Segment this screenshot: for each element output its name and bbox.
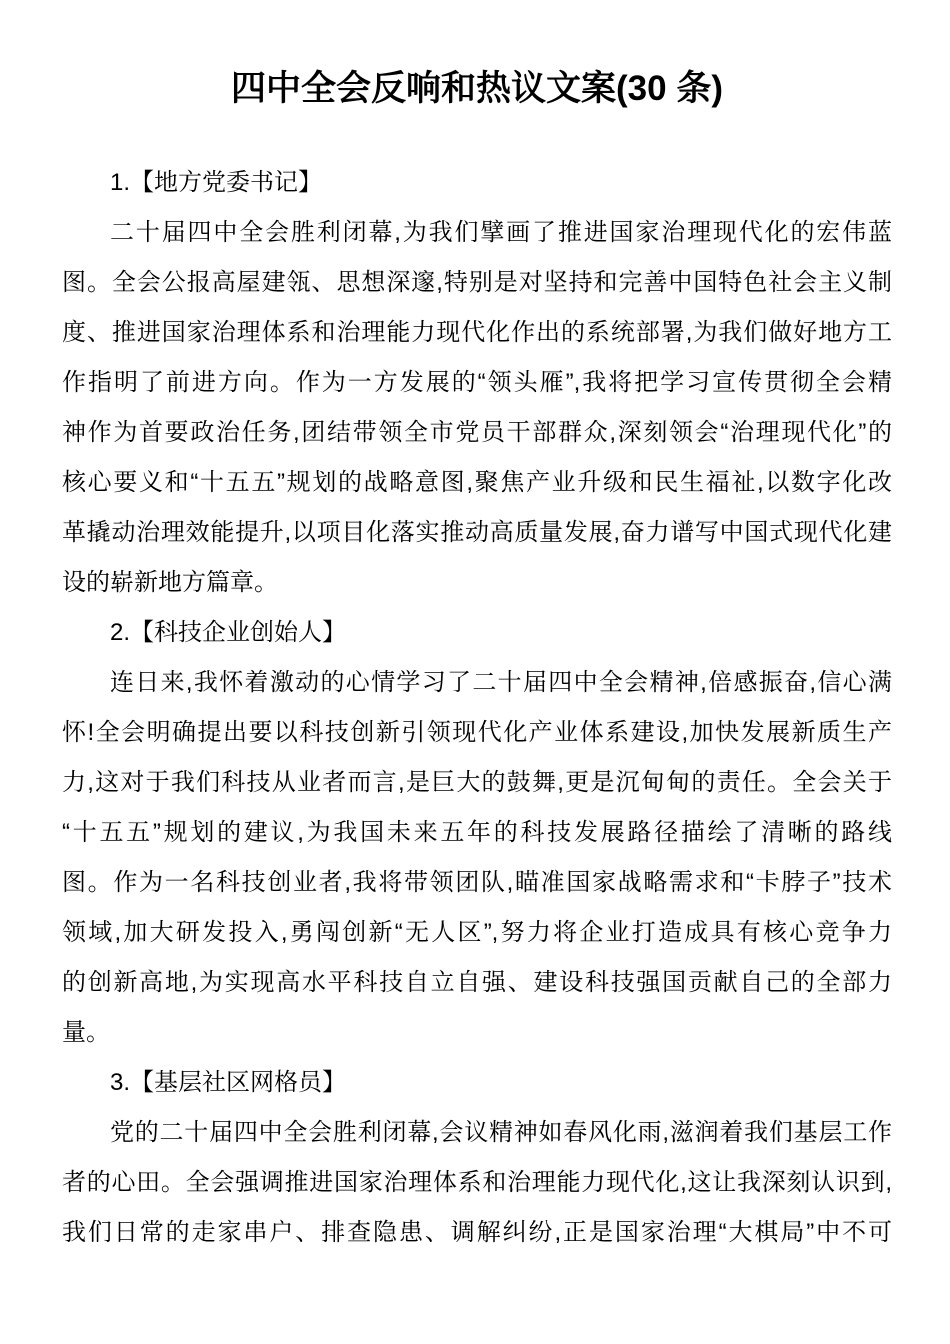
paragraph-line: 我们日常的走家串户、排查隐患、调解纠纷,正是国家治理“大棋局”中不可 (62, 1219, 892, 1246)
paragraph-line: 量。 (62, 1019, 110, 1046)
paragraph-line: “十五五”规划的建议,为我国未来五年的科技发展路径描绘了清晰的路线 (62, 819, 892, 846)
section-1 (62, 158, 892, 608)
section-heading: 2.【科技企业创始人】 (110, 619, 347, 646)
paragraph-line: 图。作为一名科技创业者,我将带领团队,瞄准国家战略需求和“卡脖子”技术 (62, 869, 892, 896)
paragraph-line: 作指明了前进方向。作为一方发展的“领头雁”,我将把学习宣传贯彻全会精 (62, 369, 892, 396)
section-2 (62, 608, 892, 1058)
section-heading: 1.【地方党委书记】 (110, 169, 323, 196)
section-3 (62, 1058, 892, 1258)
paragraph-line: 党的二十届四中全会胜利闭幕,会议精神如春风化雨,滋润着我们基层工作 (110, 1119, 892, 1146)
paragraph-line: 图。全会公报高屋建瓴、思想深邃,特别是对坚持和完善中国特色社会主义制 (62, 269, 892, 296)
paragraph-line: 神作为首要政治任务,团结带领全市党员干部群众,深刻领会“治理现代化”的 (62, 419, 892, 446)
paragraph-line: 力,这对于我们科技从业者而言,是巨大的鼓舞,更是沉甸甸的责任。全会关于 (62, 769, 892, 796)
paragraph-line: 者的心田。全会强调推进国家治理体系和治理能力现代化,这让我深刻认识到, (62, 1169, 892, 1196)
paragraph-line: 连日来,我怀着激动的心情学习了二十届四中全会精神,倍感振奋,信心满 (110, 669, 892, 696)
paragraph-line: 二十届四中全会胜利闭幕,为我们擘画了推进国家治理现代化的宏伟蓝 (110, 219, 892, 246)
paragraph-line: 的创新高地,为实现高水平科技自立自强、建设科技强国贡献自己的全部力 (62, 969, 892, 996)
document-body (62, 158, 892, 1258)
paragraph-line: 革撬动治理效能提升,以项目化落实推动高质量发展,奋力谱写中国式现代化建 (62, 519, 892, 546)
section-heading: 3.【基层社区网格员】 (110, 1069, 347, 1096)
paragraph-line: 设的崭新地方篇章。 (62, 569, 278, 596)
document-title: 四中全会反响和热议文案(30 条) (231, 69, 723, 108)
paragraph-line: 怀!全会明确提出要以科技创新引领现代化产业体系建设,加快发展新质生产 (62, 719, 892, 746)
paragraph-line: 度、推进国家治理体系和治理能力现代化作出的系统部署,为我们做好地方工 (62, 319, 892, 346)
paragraph-line: 核心要义和“十五五”规划的战略意图,聚焦产业升级和民生福祉,以数字化改 (62, 469, 892, 496)
paragraph-line: 领域,加大研发投入,勇闯创新“无人区”,努力将企业打造成具有核心竞争力 (62, 919, 892, 946)
